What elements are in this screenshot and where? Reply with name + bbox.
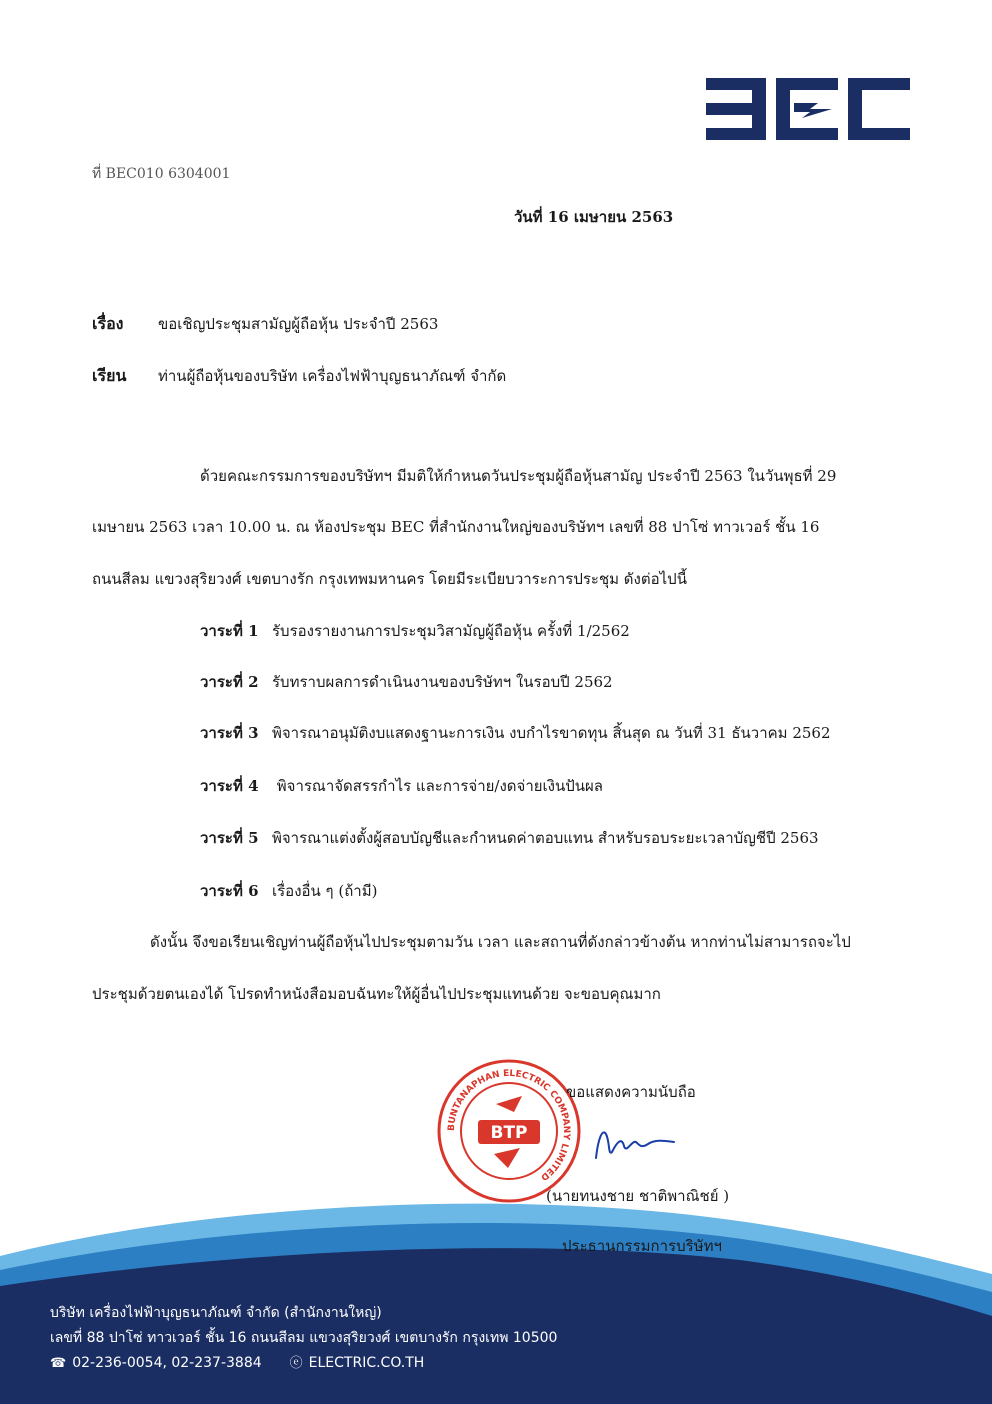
document-number: ที่ BEC010 6304001: [92, 166, 231, 182]
agenda-text: รับทราบผลการดำเนินงานของบริษัทฯ ในรอบปี 2562: [272, 673, 613, 691]
footer-company: บริษัท เครื่องไฟฟ้าบุญธนาภัณฑ์ จำกัด (สำนักงานใหญ่): [50, 1305, 382, 1321]
signer-title: ประธานกรรมการบริษัทฯ: [562, 1237, 722, 1255]
footer-website[interactable]: ELECTRIC.CO.TH: [308, 1355, 425, 1371]
regards-text: ขอแสดงความนับถือ: [566, 1083, 696, 1101]
footer-wave-background: [0, 1196, 992, 1404]
web-icon: ⓔ: [289, 1356, 303, 1371]
agenda-item: [200, 619, 630, 643]
agenda-text: รับรองรายงานการประชุมวิสามัญผู้ถือหุ้น ครั้งที่ 1/2562: [272, 622, 630, 640]
agenda-number: วาระที่ 5: [200, 829, 259, 847]
agenda-item: [200, 670, 613, 694]
bec-logo: [706, 78, 910, 140]
seal-ring-text: BUNTANAPHAN ELECTRIC COMPANY LIMITED: [446, 1068, 572, 1182]
agenda-number: วาระที่ 6: [200, 882, 259, 900]
letter-date: วันที่ 16 เมษายน 2563: [514, 208, 674, 226]
seal-inner-text: BTP: [490, 1123, 528, 1143]
agenda-item: [200, 826, 819, 850]
agenda-number: วาระที่ 3: [200, 724, 259, 742]
agenda-text: พิจารณาอนุมัติงบแสดงฐานะการเงิน งบกำไรขาดทุน สิ้นสุด ณ วันที่ 31 ธันวาคม 2562: [272, 724, 831, 742]
body-line: ถนนสีลม แขวงสุริยวงศ์ เขตบางรัก กรุงเทพมหานคร โดยมีระเบียบวาระการประชุม ดังต่อไปนี้: [92, 570, 687, 588]
closing-line: ดังนั้น จึงขอเรียนเชิญท่านผู้ถือหุ้นไปประชุมตามวัน เวลา และสถานที่ดังกล่าวข้างต้น หากท่านไม่สามารถจะไป: [150, 933, 851, 951]
phone-icon: ☎: [50, 1356, 67, 1371]
agenda-text: พิจารณาแต่งตั้งผู้สอบบัญชีและกำหนดค่าตอบแทน สำหรับรอบระยะเวลาบัญชีปี 2563: [272, 829, 819, 847]
footer-address: เลขที่ 88 ปาโซ่ ทาวเวอร์ ชั้น 16 ถนนสีลม แขวงสุริยวงศ์ เขตบางรัก กรุงเทพ 10500: [50, 1330, 558, 1346]
agenda-item: [200, 721, 831, 745]
footer-phone: 02-236-0054, 02-237-3884: [72, 1355, 262, 1371]
recipient-label: เรียน: [92, 366, 127, 385]
body-line: เมษายน 2563 เวลา 10.00 น. ณ ห้องประชุม BEC ที่สำนักงานใหญ่ของบริษัทฯ เลขที่ 88 ปาโซ่ ทาวเวอร์ ชั้น 16: [92, 518, 820, 536]
agenda-number: วาระที่ 1: [200, 622, 259, 640]
agenda-text: เรื่องอื่น ๆ (ถ้ามี): [272, 882, 378, 900]
handwritten-signature: [588, 1120, 678, 1170]
subject-value: ขอเชิญประชุมสามัญผู้ถือหุ้น ประจำปี 2563: [158, 315, 439, 333]
footer-contact: [50, 1352, 424, 1371]
agenda-text: พิจารณาจัดสรรกำไร และการจ่าย/งดจ่ายเงินปันผล: [272, 777, 603, 795]
agenda-item: [200, 879, 377, 903]
agenda-number: วาระที่ 4: [200, 777, 259, 795]
signer-name: (นายทนงชาย ชาติพาณิชย์ ): [546, 1187, 730, 1205]
agenda-number: วาระที่ 2: [200, 673, 259, 691]
agenda-item: [200, 774, 603, 798]
recipient-value: ท่านผู้ถือหุ้นของบริษัท เครื่องไฟฟ้าบุญธนาภัณฑ์ จำกัด: [158, 367, 507, 385]
subject-label: เรื่อง: [92, 314, 124, 333]
body-line: ด้วยคณะกรรมการของบริษัทฯ มีมติให้กำหนดวันประชุมผู้ถือหุ้นสามัญ ประจำปี 2563 ในวันพุธที่ 29: [200, 467, 837, 485]
closing-line: ประชุมด้วยตนเองได้ โปรดทำหนังสือมอบฉันทะให้ผู้อื่นไปประชุมแทนด้วย จะขอบคุณมาก: [92, 985, 661, 1003]
